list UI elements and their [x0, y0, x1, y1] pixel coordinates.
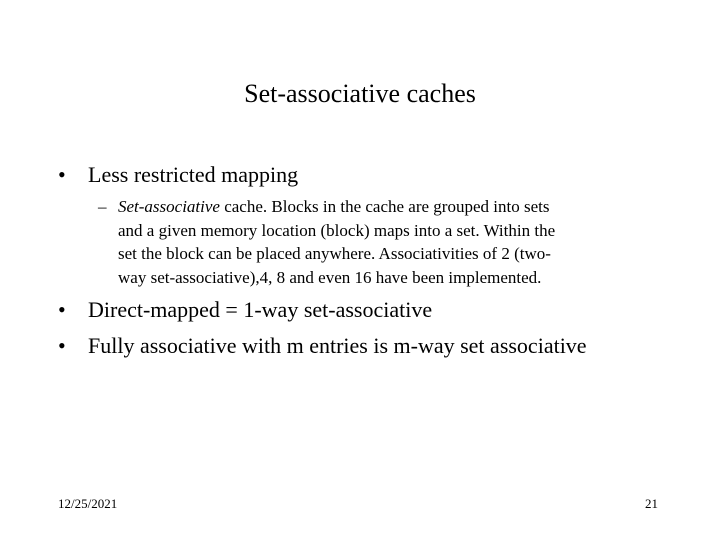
- footer-date: 12/25/2021: [58, 496, 118, 511]
- bullet-direct-mapped: [58, 297, 432, 323]
- sub-bullet-line-2: and a given memory location (block) maps into a set. Within the: [118, 220, 556, 240]
- bullet-symbol: •: [58, 297, 66, 322]
- sub-bullet-symbol: –: [98, 197, 107, 216]
- bullet-text: Fully associative with m entries is m-way set associative: [88, 333, 587, 358]
- bullet-symbol: •: [58, 162, 66, 187]
- bullet-symbol: •: [58, 333, 66, 358]
- sub-bullet-italic-term: Set-associative: [118, 197, 220, 216]
- sub-bullet-line-4: way set-associative),4, 8 and even 16 have been implemented.: [118, 267, 542, 287]
- sub-bullet-line-3: set the block can be placed anywhere. Associativities of 2 (two-: [118, 244, 551, 263]
- sub-bullet-text: [118, 195, 658, 289]
- footer-page-number: 21: [645, 496, 658, 511]
- sub-bullet-line-1-rest: cache. Blocks in the cache are grouped into sets: [219, 197, 550, 216]
- sub-bullet-line-1: [118, 195, 658, 219]
- bullet-fully-associative: [58, 333, 587, 359]
- slide-title: Set-associative caches: [244, 79, 476, 108]
- bullet-less-restricted-mapping: [58, 162, 298, 188]
- bullet-text: Less restricted mapping: [88, 162, 299, 187]
- sub-bullet-set-associative: [98, 195, 658, 289]
- bullet-text: Direct-mapped = 1-way set-associative: [88, 297, 433, 322]
